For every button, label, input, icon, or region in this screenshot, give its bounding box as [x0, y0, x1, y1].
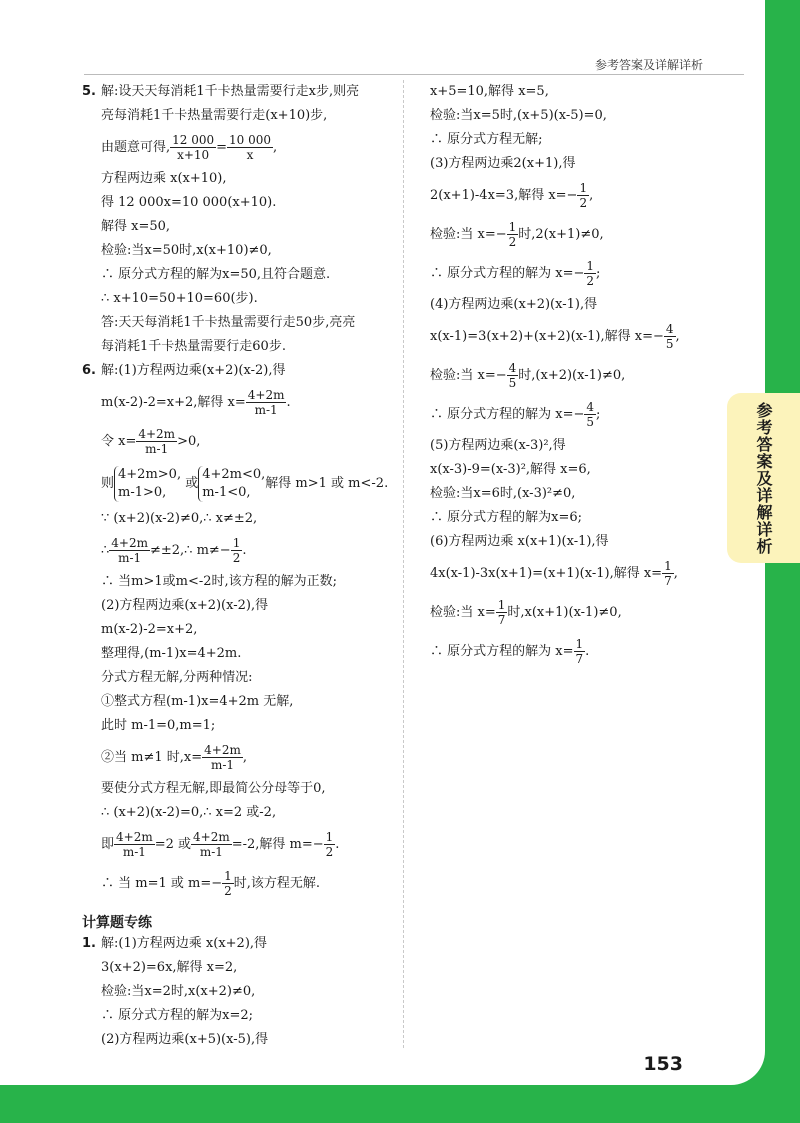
fraction: $\frac{1}{2}$: [579, 181, 588, 210]
fraction: $\frac{1}{7}$: [664, 559, 672, 588]
text-line: 1. 解:(1)方程两边乘 x(x+2),得: [82, 932, 400, 956]
fraction: $\frac{4+2m}{m-1}$: [116, 830, 153, 859]
equation-line: ②当 m≠1 时,x= $\frac{4+2m}{m-1}$ ,: [101, 743, 247, 772]
text-line: 要使分式方程无解,即最简公分母等于0,: [101, 781, 326, 796]
text-line: ∴ 原分式方程的解为x=6;: [430, 510, 583, 525]
equation-line: 检验:当 x= $\frac{1}{7}$ 时,x(x+1)(x-1)≠0,: [430, 598, 622, 627]
fraction: $\frac{4+2m}{m-1}$: [111, 536, 148, 565]
section-title: 计算题专练: [82, 915, 152, 931]
header-rule: [84, 74, 744, 75]
text-line: 检验:当x=50时,x(x+10)≠0,: [101, 243, 272, 258]
fraction: $\frac{1}{2}$: [325, 830, 334, 859]
equation-line: x(x-1)=3(x+2)+(x+2)(x-1),解得 x=− $\frac{4}{5}$ ,: [430, 322, 680, 351]
fraction: $\frac{12 000}{x+10}$: [172, 133, 215, 162]
equation-line: 2(x+1)-4x=3,解得 x=− $\frac{1}{2}$ ,: [430, 181, 594, 210]
text-line: (2)方程两边乘(x+2)(x-2),得: [101, 598, 269, 613]
text-line: x(x-3)-9=(x-3)²,解得 x=6,: [430, 462, 591, 477]
equation-line: 令 x= $\frac{4+2m}{m-1}$ >0,: [101, 427, 201, 456]
text-line: ①整式方程(m-1)x=4+2m 无解,: [101, 694, 294, 709]
fraction: $\frac{4+2m}{m-1}$: [138, 427, 176, 456]
fraction: $\frac{4+2m}{m-1}$: [193, 830, 230, 859]
text-line: m(x-2)-2=x+2,: [101, 622, 198, 637]
text-line: 3(x+2)=6x,解得 x=2,: [101, 960, 238, 975]
side-section-tab: [727, 393, 800, 563]
question-number: 1.: [82, 936, 96, 951]
text-line: 6. 解:(1)方程两边乘(x+2)(x-2),得: [82, 359, 400, 383]
equation-line: 检验:当 x=− $\frac{1}{2}$ 时,2(x+1)≠0,: [430, 220, 604, 249]
column-divider: [403, 80, 404, 1048]
text-line: 解得 x=50,: [101, 219, 171, 234]
equation-line: ∴ 原分式方程的解为 x=− $\frac{4}{5}$ ;: [430, 400, 601, 429]
text-line: 每消耗1千卡热量需要行走60步.: [101, 339, 286, 354]
text-line: 检验:当x=6时,(x-3)²≠0,: [430, 486, 576, 501]
system-brace: 4+2m>0, m-1>0,: [114, 466, 181, 502]
text-line: 答:天天每消耗1千卡热量需要行走50步,亮亮: [101, 315, 356, 330]
text-line: 方程两边乘 x(x+10),: [101, 171, 227, 186]
text-line: x+5=10,解得 x=5,: [430, 84, 549, 99]
left-column-lower: [82, 932, 400, 1052]
equation-line: 由题意可得, $\frac{12 000}{x+10}$ = $\frac{10 000}{x}$ ,: [101, 133, 278, 162]
fraction: $\frac{1}{7}$: [497, 598, 506, 627]
fraction: $\frac{10 000}{x}$: [229, 133, 272, 162]
equation-line: ∴ $\frac{4+2m}{m-1}$ ≠±2,∴ m≠− $\frac{1}{2}$ .: [101, 536, 247, 565]
equation-line: ∴ 当 m=1 或 m=− $\frac{1}{2}$ 时,该方程无解.: [101, 869, 321, 898]
text-line: 整理得,(m-1)x=4+2m.: [101, 646, 242, 661]
text-line: ∴ x+10=50+10=60(步).: [101, 291, 258, 306]
page-number: 153: [643, 1053, 683, 1075]
fraction: $\frac{1}{7}$: [575, 637, 584, 666]
page-header: 参考答案及详解详析: [594, 58, 703, 72]
fraction: $\frac{1}{2}$: [586, 259, 595, 288]
equation-line: 即 $\frac{4+2m}{m-1}$ =2 或 $\frac{4+2m}{m-1}$ =-2,解得 m=− $\frac{1}{2}$ .: [101, 830, 340, 859]
fraction: $\frac{4}{5}$: [665, 322, 674, 351]
right-column: [430, 80, 740, 671]
text-line: (5)方程两边乘(x-3)²,得: [430, 438, 566, 453]
text-line: ∴ 原分式方程无解;: [430, 132, 543, 147]
fraction: $\frac{4+2m}{m-1}$: [204, 743, 241, 772]
fraction: $\frac{1}{2}$: [508, 220, 517, 249]
text-line: 分式方程无解,分两种情况:: [101, 670, 253, 685]
text-line: ∴ 当m>1或m<-2时,该方程的解为正数;: [101, 574, 338, 589]
text-line: ∵ (x+2)(x-2)≠0,∴ x≠±2,: [101, 511, 258, 526]
text-line: (4)方程两边乘(x+2)(x-1),得: [430, 297, 598, 312]
equation-line: m(x-2)-2=x+2,解得 x= $\frac{4+2m}{m-1}$ .: [101, 388, 291, 417]
inequality-system-line: 则 4+2m>0, m-1>0, 或 4+2m<0, m-1<0, 解得 m>1 或 m<-2.: [101, 466, 389, 500]
question-number: 6.: [82, 363, 96, 378]
text-line: 此时 m-1=0,m=1;: [101, 718, 216, 733]
text-line: 5. 解:设天天每消耗1千卡热量需要行走x步,则亮: [82, 80, 400, 104]
text-line: ∴ 原分式方程的解为x=2;: [101, 1008, 254, 1023]
text-line: 检验:当x=5时,(x+5)(x-5)=0,: [430, 108, 607, 123]
side-tab-label: 参考答案及详解详析: [754, 401, 773, 555]
equation-line: ∴ 原分式方程的解为 x=− $\frac{1}{2}$ ;: [430, 259, 601, 288]
equation-line: 4x(x-1)-3x(x+1)=(x+1)(x-1),解得 x= $\frac{1}{7}$ ,: [430, 559, 678, 588]
text-line: 亮每消耗1千卡热量需要行走(x+10)步,: [101, 108, 328, 123]
left-column: [82, 80, 400, 903]
fraction: $\frac{4+2m}{m-1}$: [247, 388, 285, 417]
question-number: 5.: [82, 84, 96, 99]
system-brace: 4+2m<0, m-1<0,: [198, 466, 265, 502]
fraction: $\frac{4}{5}$: [586, 400, 595, 429]
fraction: $\frac{1}{2}$: [232, 536, 241, 565]
text-line: (2)方程两边乘(x+5)(x-5),得: [101, 1032, 269, 1047]
text-line: 得 12 000x=10 000(x+10).: [101, 195, 277, 210]
text-line: ∴ (x+2)(x-2)=0,∴ x=2 或-2,: [101, 805, 277, 820]
equation-line: 检验:当 x=− $\frac{4}{5}$ 时,(x+2)(x-1)≠0,: [430, 361, 626, 390]
text-line: ∴ 原分式方程的解为x=50,且符合题意.: [101, 267, 331, 282]
text-line: (3)方程两边乘2(x+1),得: [430, 156, 576, 171]
text-line: (6)方程两边乘 x(x+1)(x-1),得: [430, 534, 609, 549]
text-line: 检验:当x=2时,x(x+2)≠0,: [101, 984, 256, 999]
fraction: $\frac{4}{5}$: [508, 361, 517, 390]
fraction: $\frac{1}{2}$: [224, 869, 232, 898]
equation-line: ∴ 原分式方程的解为 x= $\frac{1}{7}$ .: [430, 637, 590, 666]
